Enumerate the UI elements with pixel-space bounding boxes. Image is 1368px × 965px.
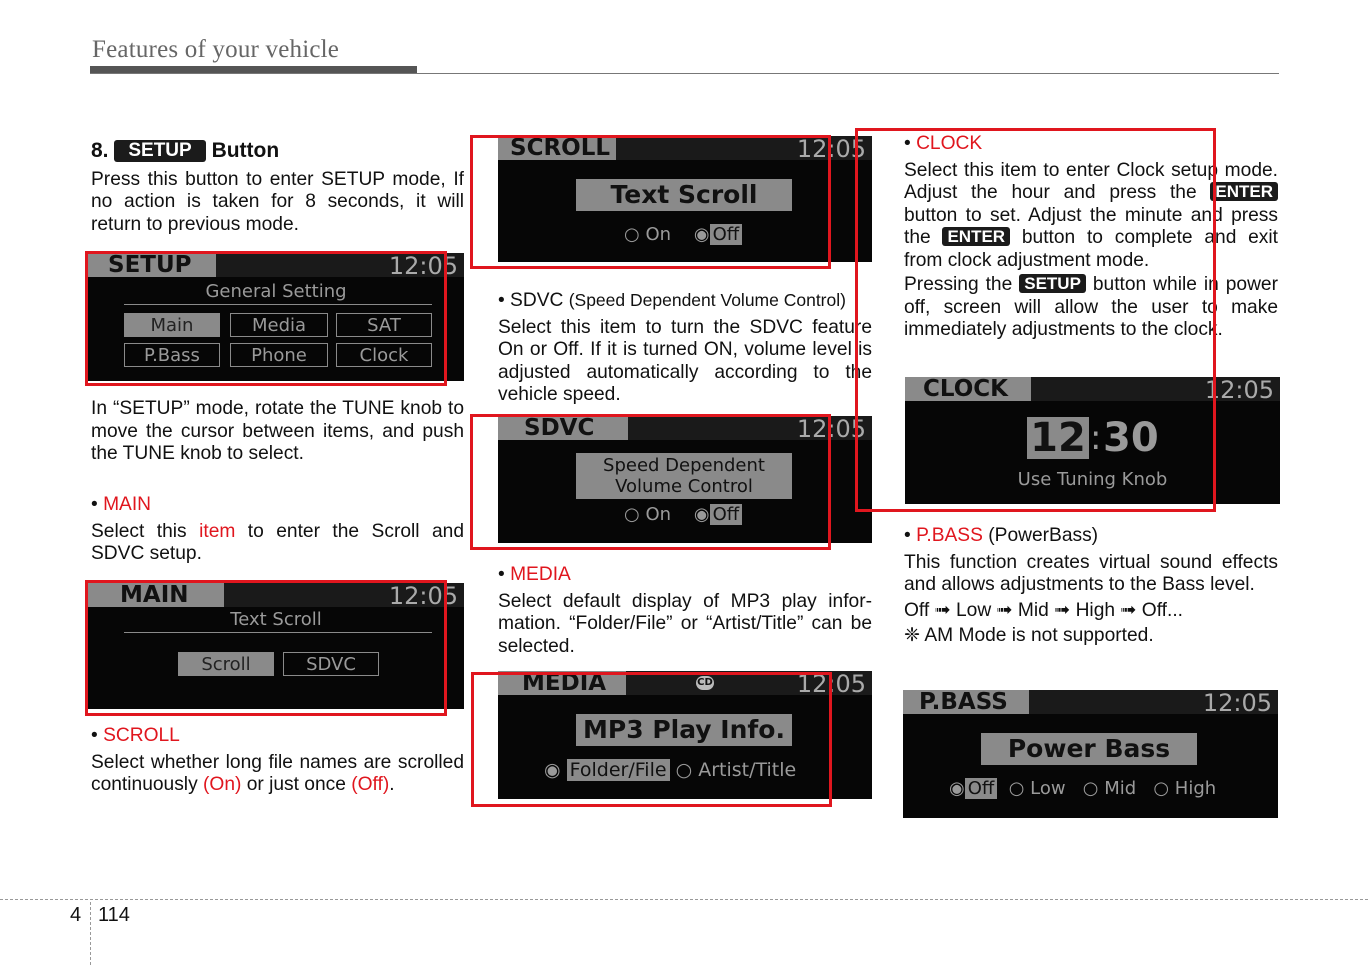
setup-badge: SETUP [114, 140, 205, 162]
screen-mode: SETUP [88, 253, 216, 277]
scroll-text: Select whether long file names are scrolled continuously (On) or just once (Off). [91, 751, 464, 795]
screen-time: 12:05 [796, 416, 866, 443]
main-title: MAIN [103, 494, 152, 515]
clock-hint: Use Tuning Knob [1017, 469, 1168, 490]
column-1 [91, 140, 464, 236]
highlight-box [470, 414, 831, 550]
media-options: ◉ Folder/File ○ Artist/Title [544, 759, 797, 781]
header-title: Features of your vehicle [92, 36, 340, 63]
setup-word: Button [211, 139, 280, 162]
pbass-options: ◉ Off ○ Low ○ Mid ○ High [949, 778, 1217, 799]
media-section: • MEDIA Select default display of MP3 play infor-mation. “Folder/File” or “Artist/Title” can be selected. [498, 564, 872, 657]
scroll-title: SCROLL [103, 725, 180, 746]
screen-time: 12:05 [796, 136, 866, 163]
setup-intro: Press this button to enter SETUP mode, If no action is taken for 8 seconds, it will return to previous mode. [91, 168, 464, 235]
section-number: 4 [70, 904, 82, 926]
page-number: 114 [98, 904, 130, 926]
setup-rotate-text: In “SETUP” mode, rotate the TUNE knob to move the cursor between items, and push the TUNE knob to select. [91, 398, 464, 464]
sdvc-title-sub: (Speed Dependent Volume Control) [568, 290, 846, 310]
screen-time: 12:05 [1202, 690, 1272, 717]
screen-time: 12:05 [1204, 377, 1274, 404]
pbass-title: P.BASS [916, 525, 983, 546]
cd-icon: CD [697, 677, 713, 688]
setup-item-phone: Phone [230, 343, 328, 367]
screen-subtitle: Text Scroll [230, 609, 322, 630]
sdvc-text: Select this item to turn the SDVC feature On or Off. If it is turned ON, volume level is adjusted automatically according to the vehicle speed. [498, 316, 872, 405]
clock-title: CLOCK [916, 133, 983, 154]
setup-number: 8. [91, 139, 109, 162]
pbass-text: This function creates virtual sound effects and allows adjustments to the Bass level. [904, 551, 1278, 595]
setup-heading [91, 140, 464, 163]
header-rule [90, 73, 1279, 74]
media-big-label: MP3 Play Info. [576, 714, 792, 746]
screen-mode: SCROLL [498, 136, 616, 160]
screen-mode: MEDIA [498, 671, 626, 695]
setup-item-main: Main [124, 313, 220, 337]
highlight-box [855, 128, 1216, 512]
screen-time: 12:05 [388, 253, 458, 280]
screen-mode: MAIN [88, 583, 224, 607]
sdvc-section [498, 289, 872, 407]
pbass-big-label: Power Bass [981, 733, 1197, 765]
screen-time: 12:05 [796, 671, 866, 698]
highlight-box [85, 580, 447, 716]
setup-item-clock: Clock [336, 343, 432, 367]
media-text: Select default display of MP3 play infor-mation. “Folder/File” or “Artist/Title” can be selected. [498, 590, 872, 657]
scroll-big-label: Text Scroll [576, 179, 792, 211]
main-section: • MAIN Select this item to enter the Scroll and SDVC setup. [91, 494, 464, 564]
screen-time: 12:05 [388, 583, 458, 610]
setup-item-sat: SAT [336, 313, 432, 337]
main-item-sdvc: SDVC [283, 652, 379, 676]
clock-power-off-text: Pressing the SETUP button while in power off, screen will allow the user to make immediately adjustments to the clock. [904, 274, 1278, 340]
pbass-sequence: Off ➟ Low ➟ Mid ➟ High ➟ Off... [904, 599, 1184, 621]
pbass-section: • P.BASS (PowerBass) This function creates virtual sound effects and allows adjustments to the Bass level. Off ➟ Low ➟ Mid ➟ High ➟ Off... ❈ AM Mode is not supported. [904, 525, 1278, 646]
media-title: MEDIA [510, 564, 571, 585]
main-item-scroll: Scroll [178, 652, 274, 676]
scroll-options: ○ On ◉ Off [624, 224, 742, 245]
main-text: Select this item to enter the Scroll and SDVC setup. [91, 520, 464, 564]
clock-text: Select this item to enter Clock setup mode. Adjust the hour and press the ENTER button to set. Adjust the minute and press the ENTER button to complete and exit from clock adjustment mode. [904, 159, 1278, 271]
clock-section: • CLOCK Select this item to enter Clock setup mode. Adjust the hour and press the ENTER button to set. Adjust the minute and press the ENTER button to complete and exit from clock adjustment mode. Pressing the SETUP button while in power off, screen will allow the user to make immediately adjustments to the clock. [904, 133, 1278, 340]
enter-badge: ENTER [942, 227, 1010, 246]
pbass-note: ❈ AM Mode is not supported. [904, 625, 1154, 646]
screen-pbass [903, 690, 1278, 818]
clock-colon: : [1090, 418, 1102, 458]
sdvc-options: ○ On ◉ Off [624, 504, 742, 525]
footer-rule [0, 899, 1368, 900]
screen-mode: CLOCK [905, 377, 1031, 401]
screen-mode: SDVC [498, 416, 628, 440]
screen-subtitle: General Setting [205, 281, 347, 302]
sdvc-title: • SDVC [498, 290, 564, 311]
highlight-box [470, 135, 831, 269]
setup-badge: SETUP [1019, 274, 1086, 293]
enter-badge: ENTER [1210, 182, 1278, 201]
highlight-box [471, 672, 832, 807]
highlight-box [85, 251, 447, 386]
scroll-section: • SCROLL Select whether long file names are scrolled continuously (On) or just once (Off). [91, 725, 464, 795]
footer-divider [90, 902, 91, 965]
screen-mode: P.BASS [903, 690, 1029, 714]
clock-hour: 12 [1027, 417, 1089, 459]
clock-minute: 30 [1103, 415, 1159, 461]
sdvc-big-label: Speed Dependent Volume Control [576, 453, 792, 499]
setup-item-pbass: P.Bass [124, 343, 220, 367]
setup-item-media: Media [230, 313, 328, 337]
